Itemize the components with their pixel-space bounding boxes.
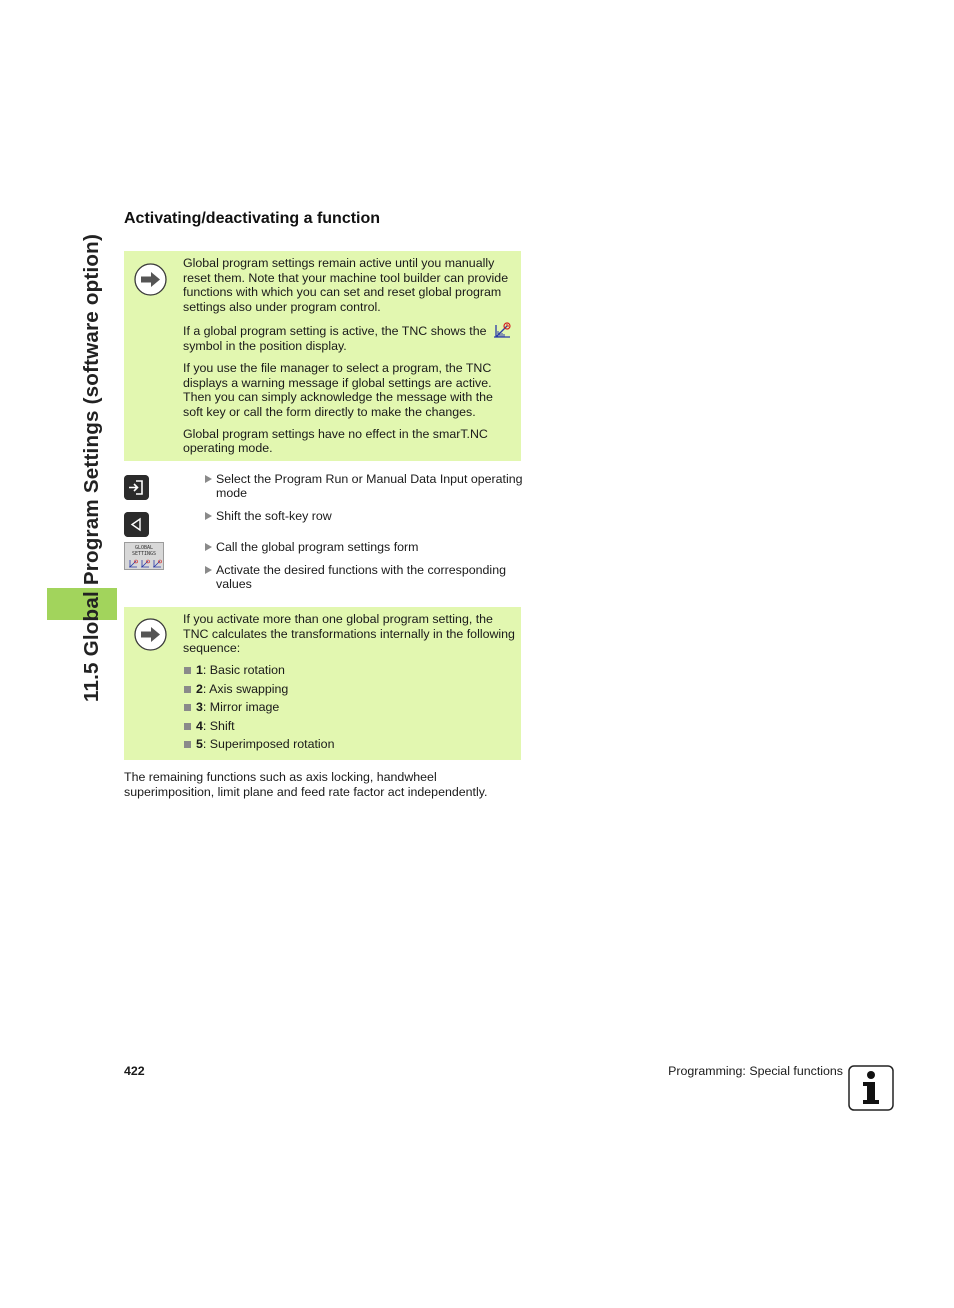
page-number: 422 [124, 1064, 145, 1078]
note-box-global-settings [124, 251, 521, 461]
step-arrow-icon [205, 566, 212, 574]
softkey-label-line1: GLOBAL [134, 545, 154, 551]
bullet-square-icon [184, 686, 191, 693]
note-text [183, 256, 515, 464]
step-arrow-icon [205, 543, 212, 551]
step-arrow-icon [205, 512, 212, 520]
note-paragraph: If you use the file manager to select a program, the TNC displays a warning message if global settings are active. Then you can simply acknowledge the message with the soft key or call the form directly to make the changes. [183, 360, 493, 419]
note-text [183, 612, 515, 756]
section-heading: Activating/deactivating a function [124, 210, 381, 227]
step-item: Activate the desired functions with the corresponding values [205, 563, 525, 592]
bullet-square-icon [184, 667, 191, 674]
arrow-right-circle-icon [134, 618, 167, 651]
step-item: Select the Program Run or Manual Data Input operating mode [205, 472, 525, 501]
bullet-square-icon [184, 741, 191, 748]
bullet-square-icon [184, 723, 191, 730]
global-settings-symbol-icon [492, 322, 512, 339]
transformation-sequence-list [183, 663, 515, 756]
bullet-square-icon [184, 704, 191, 711]
list-item: 4: Shift [183, 719, 515, 738]
info-icon [848, 1065, 894, 1111]
global-settings-softkey[interactable] [124, 542, 164, 570]
program-run-key-icon[interactable] [124, 475, 149, 500]
note-paragraph: Global program settings remain active until you manually reset them. Note that your machine tool builder can provide functions with which you can set and reset global program settings also under program control. [183, 256, 509, 314]
note-intro: If you activate more than one global program setting, the TNC calculates the transformations internally in the following sequence: [183, 612, 515, 656]
closing-paragraph: The remaining functions such as axis locking, handwheel superimposition, limit plane and feed rate factor act independently. [124, 770, 488, 799]
note-paragraph: Global program settings have no effect in the smarT.NC operating mode. [183, 426, 488, 456]
softkey-shift-key-icon[interactable] [124, 512, 149, 537]
arrow-right-circle-icon [134, 263, 167, 296]
list-item: 3: Mirror image [183, 700, 515, 719]
list-item: 1: Basic rotation [183, 663, 515, 682]
list-item: 5: Superimposed rotation [183, 737, 515, 756]
step-item: Shift the soft-key row [205, 509, 525, 523]
softkey-label-line2: SETTINGS [131, 551, 157, 557]
step-arrow-icon [205, 475, 212, 483]
chapter-side-title: 11.5 Global Program Settings (software option) [80, 233, 103, 703]
list-item: 2: Axis swapping [183, 682, 515, 701]
step-item: Call the global program settings form [205, 540, 525, 554]
note-paragraph-symbol: If a global program setting is active, the TNC shows the symbol in the position display. [183, 322, 515, 354]
global-settings-softkey-icons [128, 559, 162, 568]
footer-chapter-title: Programming: Special functions [668, 1064, 843, 1078]
note-box-sequence [124, 607, 521, 760]
